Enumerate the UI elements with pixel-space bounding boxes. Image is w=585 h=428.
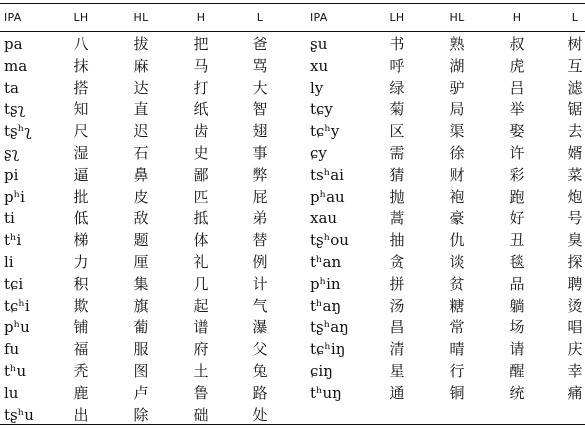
top-rule [0, 3, 585, 4]
header-lh-1: LH [73, 11, 89, 24]
cell-hl-1: 集 [133, 274, 149, 293]
cell-ipa-2: ly [310, 78, 324, 97]
table-row [0, 99, 585, 120]
cell-l-1: 弊 [252, 165, 268, 184]
cell-h-1: 抵 [193, 209, 209, 228]
cell-ipa-1: ʂʅ [4, 144, 19, 162]
cell-ipa-1: lu [4, 383, 19, 402]
cell-ipa-2: ʂu [310, 35, 328, 53]
cell-lh-1: 八 [73, 35, 89, 53]
cell-hl-2: 豪 [449, 209, 465, 228]
cell-h-1: 齿 [193, 122, 209, 141]
cell-hl-2: 贫 [449, 274, 465, 293]
cell-h-2: 场 [509, 318, 525, 337]
cell-lh-1: 搭 [73, 78, 89, 97]
table-row [0, 121, 585, 142]
cell-hl-2: 谈 [449, 253, 465, 271]
table-row [0, 296, 585, 317]
cell-ipa-2: ɕy [310, 144, 327, 162]
cell-ipa-1: ma [4, 56, 28, 75]
cell-lh-1: 尺 [73, 122, 89, 141]
cell-ipa-1: tʂʅ [4, 100, 26, 119]
cell-l-1: 翅 [252, 122, 268, 141]
cell-lh-2: 昌 [389, 318, 405, 337]
cell-ipa-1: tɕʰi [4, 296, 30, 315]
cell-lh-1: 福 [73, 340, 89, 359]
cell-h-1: 纸 [193, 100, 209, 119]
table-row [0, 208, 585, 229]
cell-hl-2: 熟 [449, 35, 465, 53]
cell-lh-2: 抛 [389, 187, 405, 206]
cell-hl-2: 铜 [449, 383, 465, 402]
cell-h-1: 起 [193, 296, 209, 315]
cell-l-1: 瀑 [252, 318, 268, 337]
cell-h-2: 醒 [509, 362, 525, 380]
cell-ipa-2: pʰin [310, 274, 341, 293]
cell-ipa-1: tʰi [4, 231, 22, 250]
cell-lh-1: 铺 [73, 318, 89, 337]
cell-l-2: 号 [567, 209, 583, 228]
table-row [0, 339, 585, 360]
cell-ipa-1: tʰu [4, 362, 27, 380]
cell-lh-1: 知 [73, 100, 89, 119]
cell-hl-2: 渠 [449, 122, 465, 141]
cell-ipa-1: tɕi [4, 274, 24, 293]
cell-l-1: 替 [252, 231, 268, 250]
cell-l-1: 处 [252, 405, 268, 424]
table-row [0, 34, 585, 55]
cell-ipa-2: pʰau [310, 187, 345, 206]
cell-lh-2: 贪 [389, 253, 405, 271]
cell-ipa-2: tʰan [310, 253, 342, 271]
cell-h-1: 把 [193, 35, 209, 53]
cell-lh-2: 星 [389, 362, 405, 380]
cell-hl-1: 石 [133, 144, 149, 162]
cell-l-1: 大 [252, 78, 268, 97]
cell-hl-1: 敌 [133, 209, 149, 228]
cell-hl-2: 晴 [449, 340, 465, 359]
cell-h-2: 彩 [509, 165, 525, 184]
cell-lh-1: 抹 [73, 56, 89, 75]
cell-lh-2: 区 [389, 122, 405, 141]
cell-hl-1: 旗 [133, 296, 149, 315]
cell-h-2: 品 [509, 274, 525, 293]
cell-hl-2: 常 [449, 318, 465, 337]
cell-l-2: 滤 [567, 78, 583, 97]
table-row [0, 78, 585, 99]
cell-l-2: 炮 [567, 187, 583, 206]
cell-lh-1: 力 [73, 253, 89, 271]
cell-l-2: 树 [567, 35, 583, 53]
cell-l-1: 计 [252, 274, 268, 293]
cell-ipa-2: tɕʰiŋ [310, 340, 346, 359]
cell-ipa-1: pi [4, 165, 19, 184]
cell-lh-1: 湿 [73, 144, 89, 162]
cell-ipa-1: li [4, 253, 14, 271]
table-row [0, 230, 585, 251]
cell-lh-2: 呼 [389, 56, 405, 75]
cell-ipa-1: tʂʰʅ [4, 122, 32, 141]
cell-l-1: 气 [252, 296, 268, 315]
cell-ipa-1: pʰi [4, 187, 25, 206]
header-l-2: L [571, 11, 579, 24]
cell-l-2: 烫 [567, 296, 583, 315]
cell-l-2: 幸 [567, 362, 583, 380]
cell-ipa-1: pa [4, 35, 23, 53]
cell-lh-1: 欺 [73, 296, 89, 315]
cell-h-1: 打 [193, 78, 209, 97]
cell-h-1: 马 [193, 56, 209, 75]
cell-hl-1: 图 [133, 362, 149, 380]
cell-hl-2: 袍 [449, 187, 465, 206]
cell-hl-1: 达 [133, 78, 149, 97]
cell-hl-2: 局 [449, 100, 465, 119]
cell-l-2: 庆 [567, 340, 583, 359]
cell-hl-1: 迟 [133, 122, 149, 141]
cell-l-2: 探 [567, 253, 583, 271]
cell-hl-1: 卢 [133, 383, 149, 402]
cell-l-1: 例 [252, 253, 268, 271]
header-hl-1: HL [133, 11, 149, 24]
cell-h-2: 毯 [509, 253, 525, 271]
cell-h-2: 统 [509, 383, 525, 402]
cell-h-2: 丑 [509, 231, 525, 250]
cell-ipa-1: fu [4, 340, 20, 359]
header-h-2: H [512, 11, 522, 24]
header-l-1: L [256, 11, 264, 24]
cell-lh-2: 绿 [389, 78, 405, 97]
cell-ipa-1: ti [4, 209, 15, 228]
cell-l-1: 骂 [252, 56, 268, 75]
cell-h-2: 叔 [509, 35, 525, 53]
table-row [0, 317, 585, 338]
cell-ipa-2: tɕʰy [310, 122, 340, 141]
cell-hl-1: 厘 [133, 253, 149, 271]
cell-l-1: 爸 [252, 35, 268, 53]
cell-lh-1: 低 [73, 209, 89, 228]
cell-l-2: 唱 [567, 318, 583, 337]
table-row [0, 274, 585, 295]
cell-lh-2: 汤 [389, 296, 405, 315]
cell-ipa-2: ɕiŋ [310, 362, 333, 380]
table-row [0, 165, 585, 186]
cell-h-2: 举 [509, 100, 525, 119]
cell-ipa-2: tʂʰaŋ [310, 318, 349, 337]
cell-ipa-1: tʂʰu [4, 405, 34, 424]
cell-l-2: 菜 [567, 165, 583, 184]
cell-h-1: 礼 [193, 253, 209, 271]
cell-hl-1: 麻 [133, 56, 149, 75]
cell-h-1: 匹 [193, 187, 209, 206]
cell-hl-1: 皮 [133, 187, 149, 206]
cell-hl-2: 仇 [449, 231, 465, 250]
cell-hl-2: 财 [449, 165, 465, 184]
cell-h-1: 几 [193, 274, 209, 293]
cell-lh-2: 书 [389, 35, 405, 53]
cell-hl-1: 直 [133, 100, 149, 119]
cell-l-1: 路 [252, 383, 268, 402]
table-row [0, 252, 585, 273]
cell-hl-1: 除 [133, 405, 149, 424]
cell-l-1: 事 [252, 144, 268, 162]
cell-l-2: 痛 [567, 383, 583, 402]
cell-lh-1: 逼 [73, 165, 89, 184]
cell-h-1: 鲁 [193, 383, 209, 402]
header-ipa-1: IPA [4, 11, 22, 24]
cell-lh-2: 菊 [389, 100, 405, 119]
cell-hl-2: 湖 [449, 56, 465, 75]
cell-lh-2: 蒿 [389, 209, 405, 228]
cell-h-2: 跑 [509, 187, 525, 206]
table-row [0, 187, 585, 208]
cell-hl-2: 徐 [449, 144, 465, 162]
cell-l-1: 兔 [252, 362, 268, 380]
cell-ipa-1: pʰu [4, 318, 30, 337]
cell-h-1: 谱 [193, 318, 209, 337]
header-ipa-2: IPA [310, 11, 328, 24]
table-row [0, 143, 585, 164]
cell-l-2: 臭 [567, 231, 583, 250]
cell-lh-1: 批 [73, 187, 89, 206]
table-row [0, 405, 585, 426]
cell-h-1: 础 [193, 405, 209, 424]
cell-l-1: 父 [252, 340, 268, 359]
cell-lh-1: 积 [73, 274, 89, 293]
cell-l-1: 智 [252, 100, 268, 119]
cell-lh-2: 拼 [389, 274, 405, 293]
cell-h-1: 体 [193, 231, 209, 250]
cell-hl-1: 题 [133, 231, 149, 250]
cell-h-2: 虎 [509, 56, 525, 75]
cell-hl-1: 服 [133, 340, 149, 359]
cell-hl-1: 葡 [133, 318, 149, 337]
cell-lh-2: 抽 [389, 231, 405, 250]
cell-h-2: 好 [509, 209, 525, 228]
cell-h-2: 娶 [509, 122, 525, 141]
header-h-1: H [196, 11, 206, 24]
cell-h-2: 许 [509, 144, 525, 162]
cell-lh-2: 通 [389, 383, 405, 402]
cell-l-2: 去 [567, 122, 583, 141]
cell-ipa-2: xu [310, 56, 329, 75]
cell-l-2: 聘 [567, 274, 583, 293]
header-lh-2: LH [389, 11, 405, 24]
table-row [0, 56, 585, 77]
cell-lh-2: 猜 [389, 165, 405, 184]
cell-hl-2: 糖 [449, 296, 465, 315]
cell-lh-1: 出 [73, 405, 89, 424]
cell-lh-1: 秃 [73, 362, 89, 380]
cell-l-2: 婿 [567, 144, 583, 162]
cell-h-1: 鄙 [193, 165, 209, 184]
cell-l-1: 屁 [252, 187, 268, 206]
cell-hl-2: 行 [449, 362, 465, 380]
cell-lh-2: 清 [389, 340, 405, 359]
cell-h-1: 府 [193, 340, 209, 359]
table-row [0, 361, 585, 382]
cell-ipa-2: tsʰai [310, 165, 344, 184]
cell-ipa-2: tʂʰou [310, 231, 349, 250]
cell-lh-1: 鹿 [73, 383, 89, 402]
cell-hl-2: 驴 [449, 78, 465, 97]
cell-hl-1: 鼻 [133, 165, 149, 184]
cell-h-2: 吕 [509, 78, 525, 97]
table-row [0, 383, 585, 404]
cell-l-2: 锯 [567, 100, 583, 119]
cell-ipa-1: ta [4, 78, 19, 97]
bottom-rule [0, 424, 585, 425]
cell-l-1: 弟 [252, 209, 268, 228]
cell-l-2: 互 [567, 56, 583, 75]
cell-h-2: 躺 [509, 296, 525, 315]
header-rule [0, 31, 585, 32]
header-row [0, 8, 585, 28]
cell-h-1: 史 [193, 144, 209, 162]
cell-hl-1: 拔 [133, 35, 149, 53]
cell-ipa-2: xau [310, 209, 338, 228]
cell-lh-2: 需 [389, 144, 405, 162]
cell-h-2: 请 [509, 340, 525, 359]
cell-lh-1: 梯 [73, 231, 89, 250]
header-hl-2: HL [449, 11, 465, 24]
cell-h-1: 土 [193, 362, 209, 380]
cell-ipa-2: tʰuŋ [310, 383, 342, 402]
cell-ipa-2: tɕy [310, 100, 333, 119]
cell-ipa-2: tʰaŋ [310, 296, 342, 315]
